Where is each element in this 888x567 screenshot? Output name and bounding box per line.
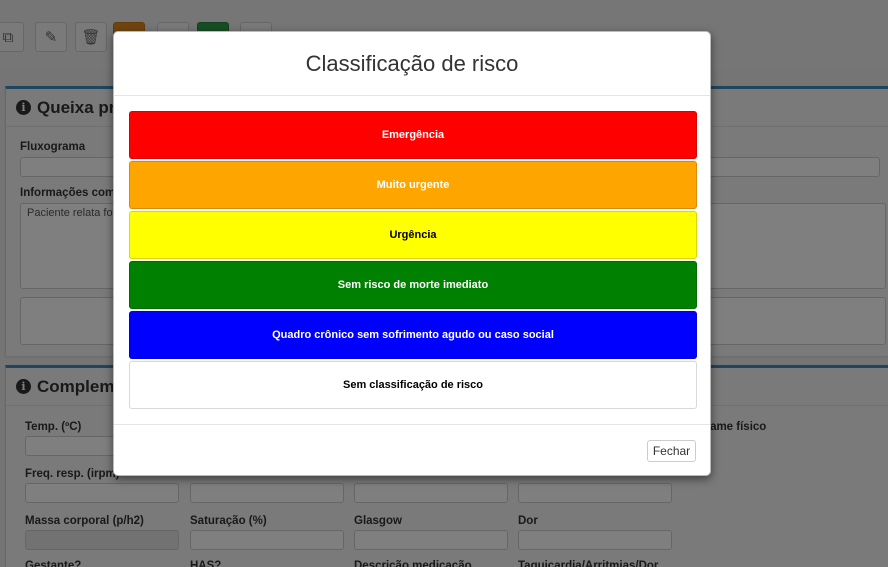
risk-chronic-condition-button[interactable]: Quadro crônico sem sofrimento agudo ou caso social xyxy=(129,311,697,359)
risk-urgent-button[interactable]: Urgência xyxy=(129,211,697,259)
risk-unclassified-button[interactable]: Sem classificação de risco xyxy=(129,361,697,409)
risk-classification-modal xyxy=(113,31,711,476)
risk-no-immediate-danger-button[interactable]: Sem risco de morte imediato xyxy=(129,261,697,309)
risk-emergency-button[interactable]: Emergência xyxy=(129,111,697,159)
modal-title: Classificação de risco xyxy=(305,50,519,76)
modal-footer xyxy=(114,424,710,476)
risk-options-list xyxy=(129,111,697,411)
modal-header xyxy=(114,32,710,96)
close-button[interactable]: Fechar xyxy=(647,440,696,462)
risk-very-urgent-button[interactable]: Muito urgente xyxy=(129,161,697,209)
